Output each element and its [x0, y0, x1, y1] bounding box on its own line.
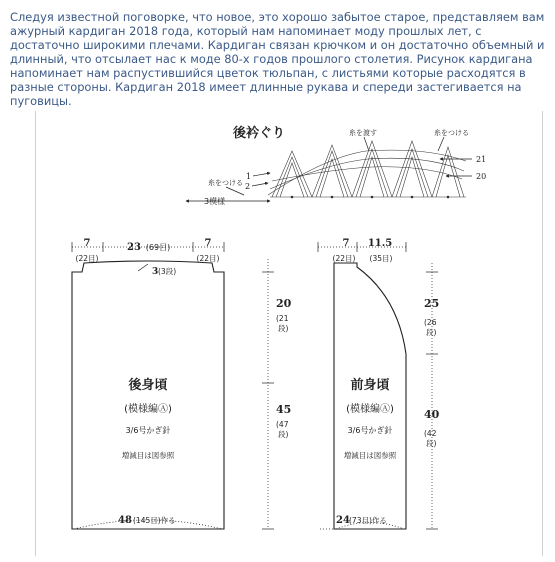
back-hook: 3/6号かぎ針	[125, 426, 171, 435]
back-neck-width: 23	[127, 242, 141, 253]
collar-thread-attach-left-label: 糸をつける	[208, 179, 243, 187]
front-upper-rows-a: (26	[424, 318, 437, 327]
back-title: 後身頃	[128, 378, 168, 393]
back-pattern: (模様編Ⓐ)	[124, 404, 172, 415]
front-hem-sts: (73目)作る	[349, 516, 387, 525]
crochet-pattern-figure	[35, 111, 543, 556]
back-shoulder-left: 7	[83, 238, 91, 249]
front-hook: 3/6号かぎ針	[347, 426, 393, 435]
front-pattern: (模様編Ⓐ)	[346, 404, 394, 415]
back-shoulder-left-sts: (22目)	[75, 254, 99, 263]
collar-chart	[186, 125, 486, 206]
collar-title: 後衿ぐり	[233, 126, 286, 141]
back-neck-depth: 3	[152, 267, 159, 277]
collar-row-2: 2	[245, 182, 251, 191]
collar-thread-attach-label: 糸をつける	[434, 129, 469, 137]
back-hem-sts: (145目)作る	[133, 516, 176, 525]
front-note: 増減目は図参照	[343, 451, 397, 460]
front-title: 前身頃	[350, 378, 390, 393]
front-neck-width: 11.5	[367, 238, 393, 249]
collar-three-sets-label: 3模様	[204, 197, 226, 206]
back-shoulder-right: 7	[204, 238, 212, 249]
back-armhole: 20	[276, 297, 292, 310]
back-piece	[72, 238, 292, 529]
front-outline	[334, 263, 406, 529]
back-neck-width-sts: (69目)	[145, 243, 171, 252]
intro-paragraph: Следуя известной поговорке, что новое, это хорошо забытое старое, представляем вам ажурный кардиган 2018 года, который нам напоминает моду прошлых лет, с достаточно широкими плечами. Кардиган связан крючком и он достаточно объемный и длинный, что отсылает нас к моде 80-х годов прошлого столетия. Рисунок кардигана напоминает нам распустившийся цветок тюльпан, с листьями которые расходятся в разные стороны. Кардиган 2018 имеет длинные рукава и спереди застегивается на пуговицы.	[10, 10, 545, 108]
front-neck-width-sts: (35目)	[369, 254, 393, 263]
front-hem: 24	[336, 515, 350, 526]
back-shoulder-right-sts: (22目)	[196, 254, 220, 263]
front-upper-rows-b: 段)	[426, 328, 437, 337]
back-armhole-rows-a: (21	[276, 314, 289, 323]
back-body-length: 45	[276, 403, 292, 416]
back-neck-depth-rows: (3段)	[158, 267, 177, 276]
collar-row-20: 20	[476, 172, 487, 181]
front-lower: 40	[424, 408, 440, 421]
back-hem: 48	[118, 515, 132, 526]
back-outline	[72, 261, 224, 529]
front-upper: 25	[424, 297, 440, 310]
collar-row-1: 1	[246, 172, 252, 181]
pattern-diagram	[36, 111, 544, 556]
front-shoulder: 7	[342, 238, 350, 249]
collar-row-21: 21	[476, 155, 487, 164]
back-note: 増減目は図参照	[121, 451, 175, 460]
back-body-rows-b: 段)	[278, 430, 289, 439]
collar-thread-join-label: 糸を渡す	[349, 129, 377, 137]
back-armhole-rows-b: 段)	[278, 324, 289, 333]
front-shoulder-sts: (22目)	[332, 254, 356, 263]
front-lower-rows-b: 段)	[426, 439, 437, 448]
front-piece	[318, 238, 440, 529]
back-body-rows-a: (47	[276, 420, 289, 429]
front-lower-rows-a: (42	[424, 429, 437, 438]
